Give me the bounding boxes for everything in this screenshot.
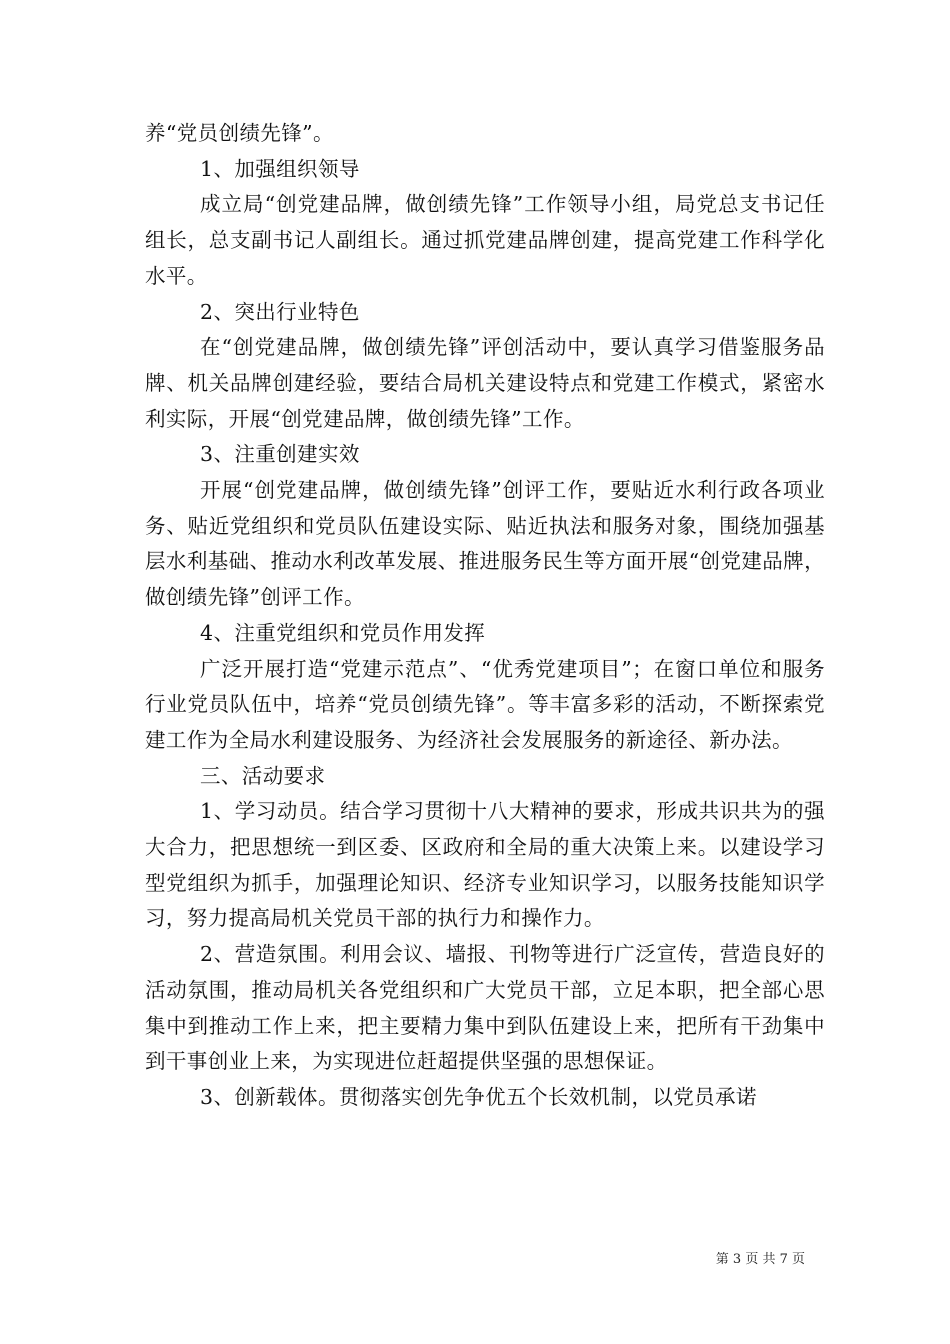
section-heading-1: 1、加强组织领导 bbox=[200, 156, 360, 181]
document-body bbox=[145, 116, 825, 1116]
section-heading-4: 4、注重党组织和党员作用发挥 bbox=[200, 620, 486, 645]
page-number: 第 3 页 共 7 页 bbox=[715, 1252, 805, 1267]
paragraph-continuation: 养“党员创绩先锋”。 bbox=[145, 121, 334, 145]
paragraph-1: 成立局“创党建品牌，做创绩先锋”工作领导小组，局党总支书记任组长，总支副书记人副组长。通过抓党建品牌创建，提高党建工作科学化水平。 bbox=[145, 192, 825, 288]
section-heading-3: 3、注重创建实效 bbox=[200, 442, 360, 467]
paragraph-requirement-1: 1、学习动员。结合学习贯彻十八大精神的要求，形成共识共为的强大合力，把思想统一到区委、区政府和全局的重大决策上来。以建设学习型党组织为抓手，加强理论知识、经济专业知识学习，以服务技能知识学习，努力提高局机关党员干部的执行力和操作力。 bbox=[145, 799, 825, 931]
paragraph-3: 开展“创党建品牌，做创绩先锋”创评工作，要贴近水利行政各项业务、贴近党组织和党员队伍建设实际、贴近执法和服务对象，围绕加强基层水利基础、推动水利改革发展、推进服务民生等方面开展“创党建品牌，做创绩先锋”创评工作。 bbox=[145, 478, 825, 610]
section-heading-2: 2、突出行业特色 bbox=[200, 299, 360, 324]
paragraph-requirement-2: 2、营造氛围。利用会议、墙报、刊物等进行广泛宣传，营造良好的活动氛围，推动局机关各党组织和广大党员干部，立足本职，把全部心思集中到推动工作上来，把主要精力集中到队伍建设上来，把所有干劲集中到干事创业上来，为实现进位赶超提供坚强的思想保证。 bbox=[145, 942, 825, 1074]
section-heading-requirements: 三、活动要求 bbox=[200, 763, 326, 788]
paragraph-4: 广泛开展打造“党建示范点”、“优秀党建项目”；在窗口单位和服务行业党员队伍中，培养“党员创绩先锋”。等丰富多彩的活动，不断探索党建工作为全局水利建设服务、为经济社会发展服务的新途径、新办法。 bbox=[145, 656, 825, 752]
paragraph-2: 在“创党建品牌，做创绩先锋”评创活动中，要认真学习借鉴服务品牌、机关品牌创建经验，要结合局机关建设特点和党建工作模式，紧密水利实际，开展“创党建品牌，做创绩先锋”工作。 bbox=[145, 335, 825, 431]
paragraph-requirement-3: 3、创新载体。贯彻落实创先争优五个长效机制，以党员承诺 bbox=[200, 1084, 757, 1109]
